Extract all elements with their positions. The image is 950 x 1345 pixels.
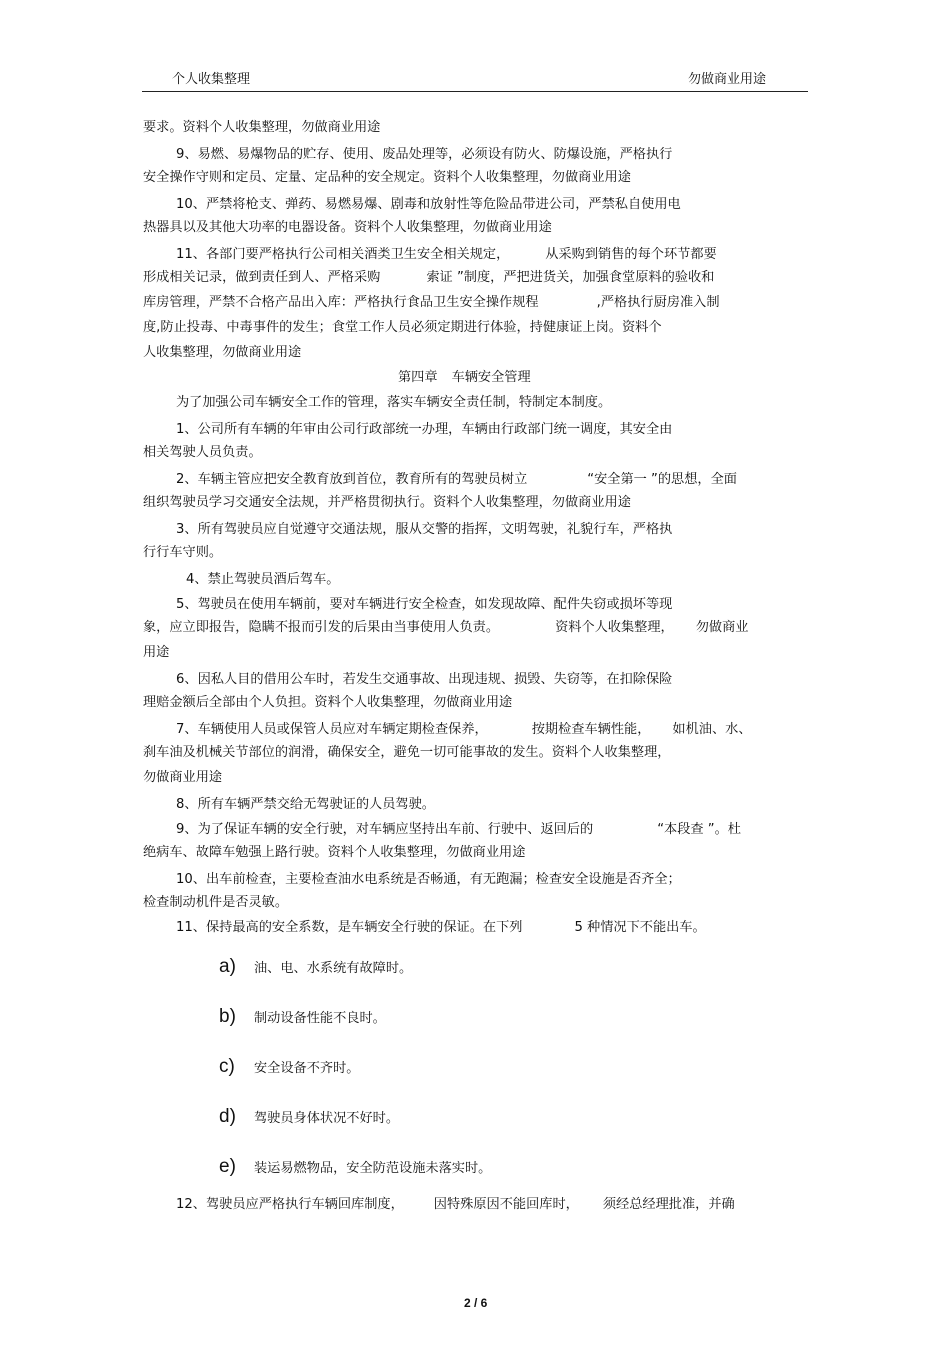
list-item bbox=[219, 1006, 386, 1028]
text-segment: 资料个人收集整理， bbox=[555, 620, 674, 635]
text-line: 用途 bbox=[143, 645, 170, 660]
text-segment: 11、保持最高的安全系数，是车辆安全行驶的保证。在下列 bbox=[176, 920, 523, 935]
list-item bbox=[219, 956, 412, 978]
text-line: 刹车油及机械关节部位的润滑，确保安全，避免一切可能事故的发生。资料个人收集整理， bbox=[143, 745, 671, 760]
text-segment: 按期检查车辆性能， bbox=[531, 722, 651, 737]
list-marker: e) bbox=[219, 1156, 236, 1177]
text-segment: 勿做商业 bbox=[695, 620, 749, 635]
text-line: 勿做商业用途 bbox=[143, 770, 223, 785]
header-rule bbox=[142, 91, 808, 92]
list-item-text: 安全设备不齐时。 bbox=[254, 1061, 360, 1076]
text-line bbox=[176, 471, 737, 489]
text-line: 3、所有驾驶员应自觉遵守交通法规，服从交警的指挥，文明驾驶，礼貌行车，严格执 bbox=[176, 522, 673, 537]
list-marker: c) bbox=[219, 1056, 235, 1077]
text-line: 为了加强公司车辆安全工作的管理，落实车辆安全责任制，特制定本制度。 bbox=[176, 395, 612, 410]
list-marker: d) bbox=[219, 1106, 236, 1127]
text-segment: 须经总经理批准，并确 bbox=[602, 1197, 735, 1212]
text-line: 安全操作守则和定员、定量、定品种的安全规定。资料个人收集整理，勿做商业用途 bbox=[143, 170, 631, 185]
text-line: 要求。资料个人收集整理，勿做商业用途 bbox=[143, 120, 381, 135]
text-line: 组织驾驶员学习交通安全法规，并严格贯彻执行。资料个人收集整理，勿做商业用途 bbox=[143, 495, 631, 510]
text-segment: “安全第一 ”的思想，全面 bbox=[587, 472, 737, 487]
text-line: 6、因私人目的借用公车时，若发生交通事故、出现违规、损毁、失窃等，在扣除保险 bbox=[176, 672, 673, 687]
text-line: 相关驾驶人员负责。 bbox=[143, 445, 262, 460]
text-line bbox=[176, 246, 717, 264]
text-line bbox=[143, 269, 714, 287]
text-segment: 11、各部门要严格执行公司相关酒类卫生安全相关规定， bbox=[176, 247, 510, 262]
text-line: 5、驾驶员在使用车辆前，要对车辆进行安全检查，如发现故障、配件失窃或损坏等现 bbox=[176, 597, 673, 612]
list-item bbox=[219, 1056, 360, 1078]
list-item-text: 油、电、水系统有故障时。 bbox=[254, 961, 413, 976]
text-segment: 如机油、水、 bbox=[672, 722, 752, 737]
text-line: 理赔金额后全部由个人负担。资料个人收集整理，勿做商业用途 bbox=[143, 695, 513, 710]
list-item-text: 驾驶员身体状况不好时。 bbox=[254, 1111, 400, 1126]
page-header-left: 个人收集整理 bbox=[172, 72, 251, 87]
text-line: 10、出车前检查，主要检查油水电系统是否畅通，有无跑漏；检查安全设施是否齐全； bbox=[176, 872, 681, 887]
text-line: 9、易燃、易爆物品的贮存、使用、废品处理等，必须设有防火、防爆设施，严格执行 bbox=[176, 147, 673, 162]
page-number: 2 / 6 bbox=[464, 1296, 488, 1310]
list-item-text: 装运易燃物品，安全防范设施未落实时。 bbox=[254, 1161, 492, 1176]
list-item bbox=[219, 1106, 399, 1128]
text-segment: 12、驾驶员应严格执行车辆回库制度， bbox=[176, 1197, 404, 1212]
list-item bbox=[219, 1156, 491, 1178]
chapter-heading bbox=[398, 369, 531, 387]
text-segment: 形成相关记录，做到责任到人、严格采购 bbox=[143, 270, 381, 285]
text-line: 1、公司所有车辆的年审由公司行政部统一办理，车辆由行政部门统一调度，其安全由 bbox=[176, 422, 673, 437]
text-line: 检查制动机件是否灵敏。 bbox=[143, 895, 289, 910]
text-segment: “本段查 ”。杜 bbox=[657, 822, 741, 837]
text-segment: ,严格执行厨房准入制 bbox=[596, 295, 720, 310]
text-line: 4、禁止驾驶员酒后驾车。 bbox=[186, 572, 340, 587]
text-line: 绝病车、故障车勉强上路行驶。资料个人收集整理，勿做商业用途 bbox=[143, 845, 526, 860]
text-line: 10、严禁将枪支、弹药、易燃易爆、剧毒和放射性等危险品带进公司，严禁私自使用电 bbox=[176, 197, 681, 212]
text-segment: 库房管理，严禁不合格产品出入库：严格执行食品卫生安全操作规程 bbox=[143, 295, 539, 310]
chapter-title: 车辆安全管理 bbox=[451, 370, 531, 385]
text-line: 度,防止投毒、中毒事件的发生；食堂工作人员必须定期进行体验，持健康证上岗。资料个 bbox=[143, 320, 662, 335]
text-line: 行行车守则。 bbox=[143, 545, 223, 560]
text-line: 8、所有车辆严禁交给无驾驶证的人员驾驶。 bbox=[176, 797, 435, 812]
text-line bbox=[176, 821, 741, 839]
text-segment: 5 种情况下不能出车。 bbox=[574, 920, 706, 935]
list-marker: a) bbox=[219, 956, 236, 977]
page-header-right: 勿做商业用途 bbox=[688, 72, 767, 87]
list-item-text: 制动设备性能不良时。 bbox=[254, 1011, 386, 1026]
text-segment: 象，应立即报告，隐瞒不报而引发的后果由当事使用人负责。 bbox=[143, 620, 500, 635]
text-segment: 因特殊原因不能回库时， bbox=[433, 1197, 579, 1212]
text-segment: 9、为了保证车辆的安全行驶，对车辆应坚持出车前、行驶中、返回后的 bbox=[176, 822, 594, 837]
text-segment: 7、车辆使用人员或保管人员应对车辆定期检查保养， bbox=[176, 722, 488, 737]
text-segment: 索证 ”制度，严把进货关，加强食堂原料的验收和 bbox=[426, 270, 715, 285]
text-line bbox=[143, 619, 749, 637]
text-segment: 从采购到销售的每个环节都要 bbox=[545, 247, 717, 262]
text-line bbox=[176, 1196, 735, 1214]
text-segment: 2、车辆主管应把安全教育放到首位，教育所有的驾驶员树立 bbox=[176, 472, 528, 487]
text-line: 人收集整理，勿做商业用途 bbox=[143, 345, 302, 360]
chapter-number: 第四章 bbox=[398, 370, 438, 385]
text-line: 热器具以及其他大功率的电器设备。资料个人收集整理，勿做商业用途 bbox=[143, 220, 552, 235]
text-line bbox=[176, 919, 706, 937]
text-line bbox=[143, 294, 720, 312]
text-line bbox=[176, 721, 752, 739]
list-marker: b) bbox=[219, 1006, 236, 1027]
